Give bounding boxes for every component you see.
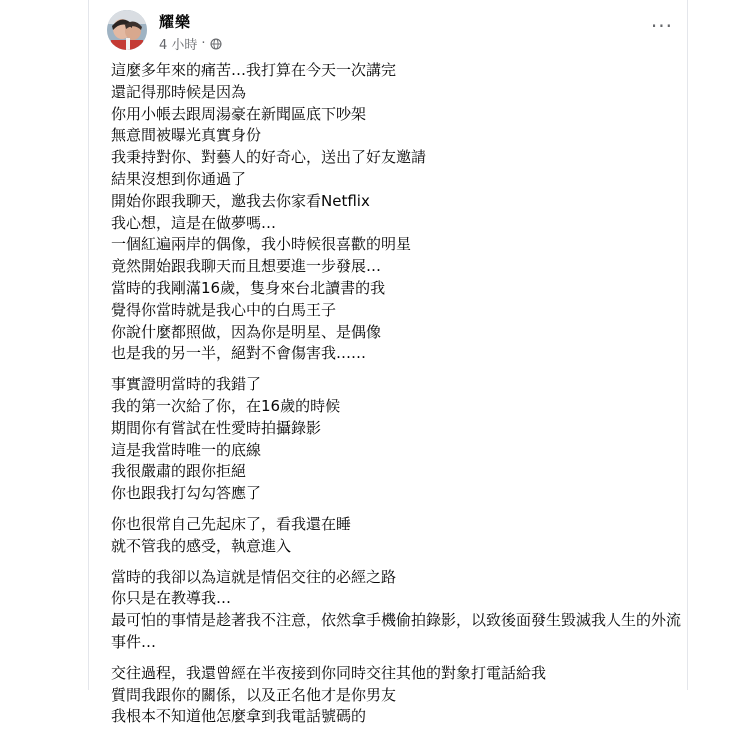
more-options-icon[interactable]: ··· xyxy=(650,14,673,38)
post-text-line: 你只是在教導我… xyxy=(111,589,232,608)
post-author[interactable]: 耀樂 xyxy=(159,13,192,31)
post-text-line: 我的第一次給了你，在16歲的時候 xyxy=(111,396,341,415)
post-paragraph xyxy=(111,567,681,654)
post-text-line: 你也跟我打勾勾答應了 xyxy=(111,484,262,503)
post-meta xyxy=(159,34,222,53)
post-paragraph xyxy=(111,663,681,728)
post-text-line: 交往過程，我還曾經在半夜接到你同時交往其他的對象打電話給我 xyxy=(111,663,547,682)
post-text-line: 無意間被曝光真實身份 xyxy=(111,126,262,145)
post-text-line: 還記得那時候是因為 xyxy=(111,82,247,101)
post-text-line: 結果沒想到你通過了 xyxy=(111,169,247,188)
meta-separator: · xyxy=(201,36,206,51)
post-body xyxy=(111,60,681,737)
avatar-image xyxy=(107,10,147,50)
post-header xyxy=(107,10,677,56)
post-text-line: 這麼多年來的痛苦…我打算在今天一次講完 xyxy=(111,61,397,79)
post-text-line: 我很嚴肅的跟你拒絕 xyxy=(111,462,247,481)
post-text-line: 期間你有嘗試在性愛時拍攝錄影 xyxy=(111,418,322,437)
post-paragraph xyxy=(111,60,681,365)
post-text-line: 我根本不知道他怎麼拿到我電話號碼的 xyxy=(111,707,367,726)
post-text-line: 我秉持對你、對藝人的好奇心，送出了好友邀請 xyxy=(111,148,427,167)
post-text-line: 就不管我的感受，執意進入 xyxy=(111,536,292,555)
post-text-line: 這是我當時唯一的底線 xyxy=(111,440,262,459)
post-text-line: 你說什麼都照做，因為你是明星、是偶像 xyxy=(111,322,382,341)
post-text-line: 最可怕的事情是趁著我不注意，依然拿手機偷拍錄影，以致後面發生毀滅我人生的外流事件… xyxy=(111,611,682,651)
post-paragraph xyxy=(111,514,681,558)
post-text-line: 我心想，這是在做夢嗎… xyxy=(111,213,277,232)
post-text-line: 當時的我剛滿16歲，隻身來台北讀書的我 xyxy=(111,278,386,297)
post-timestamp[interactable]: 4 小時 xyxy=(159,38,198,53)
post-text-line: 你也很常自己先起床了，看我還在睡 xyxy=(111,514,352,533)
globe-icon[interactable] xyxy=(210,38,222,50)
post-text-line: 一個紅遍兩岸的偶像，我小時候很喜歡的明星 xyxy=(111,235,412,254)
avatar[interactable] xyxy=(107,10,147,50)
post-text-line: 當時的我卻以為這就是情侶交往的必經之路 xyxy=(111,567,397,586)
post-text-line: 覺得你當時就是我心中的白馬王子 xyxy=(111,300,337,319)
post-text-line: 你用小帳去跟周湯豪在新聞區底下吵架 xyxy=(111,104,367,123)
post-text-line: 開始你跟我聊天，邀我去你家看Netflix xyxy=(111,191,370,210)
post-text-line: 質問我跟你的關係，以及正名他才是你男友 xyxy=(111,685,397,704)
post-paragraph xyxy=(111,374,681,505)
post-text-line: 事實證明當時的我錯了 xyxy=(111,375,262,394)
post-text-line: 也是我的另一半，絕對不會傷害我…… xyxy=(111,344,367,363)
post-text-line: 竟然開始跟我聊天而且想要進一步發展… xyxy=(111,257,382,276)
facebook-post xyxy=(88,0,688,726)
